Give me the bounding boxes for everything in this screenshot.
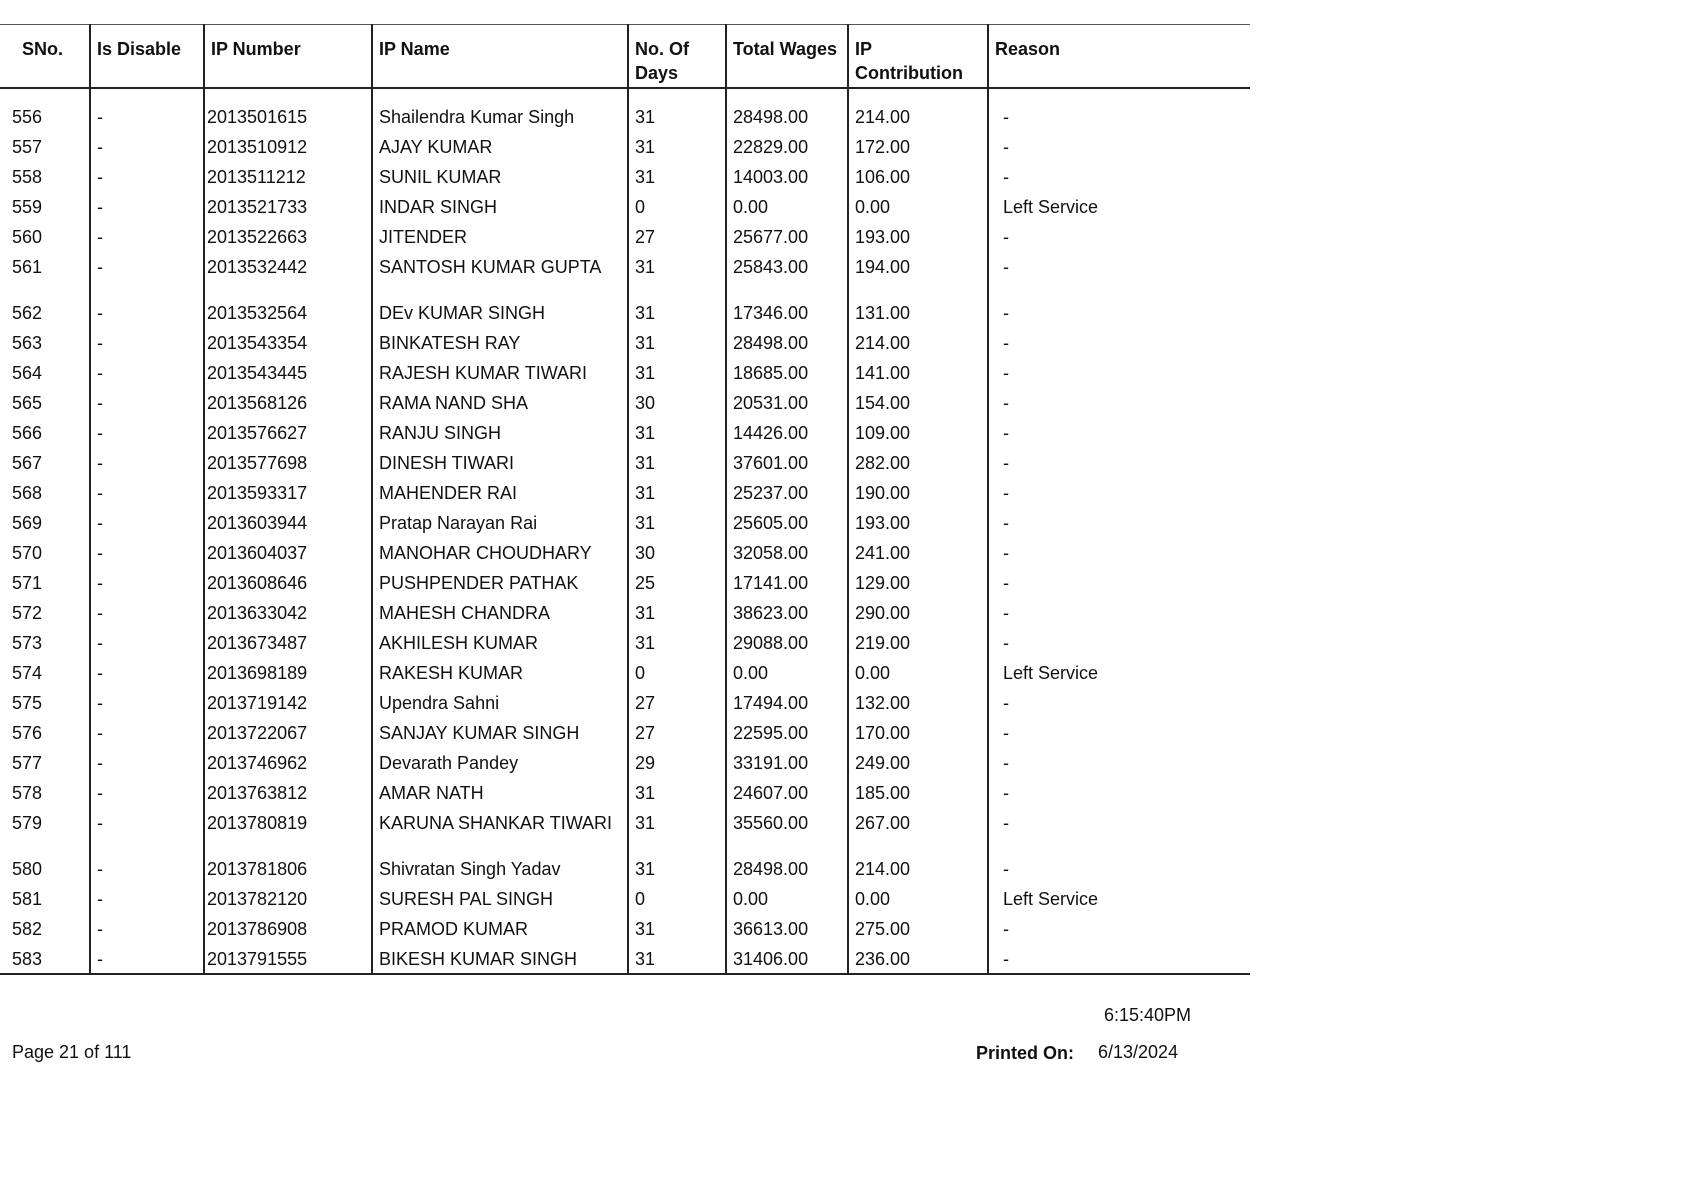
is-disable-cell: - (90, 421, 204, 451)
ip-contribution-cell: 170.00 (848, 721, 988, 751)
sno-cell: 582 (12, 919, 43, 939)
ip-name-cell: SANTOSH KUMAR GUPTA (372, 255, 628, 301)
is-disable-cell: - (90, 857, 204, 887)
reason-cell: - (988, 255, 1250, 301)
table-row (0, 751, 1250, 781)
total-wages-cell: 25237.00 (726, 481, 848, 511)
ip-name-cell: PRAMOD KUMAR (372, 917, 628, 947)
ip-contribution-cell: 185.00 (848, 781, 988, 811)
ip-number-cell: 2013698189 (204, 661, 372, 691)
sno-cell: 557 (12, 137, 43, 157)
is-disable-cell: - (90, 751, 204, 781)
ip-number-cell: 2013522663 (204, 225, 372, 255)
column-header-is-disable: Is Disable (90, 25, 204, 89)
no-of-days-cell: 30 (628, 391, 726, 421)
sno-cell: 574 (12, 663, 43, 683)
ip-number-cell: 2013511212 (204, 165, 372, 195)
ip-number-cell: 2013780819 (204, 811, 372, 857)
ip-number-cell: 2013633042 (204, 601, 372, 631)
ip-contribution-cell: 172.00 (848, 135, 988, 165)
total-wages-cell: 28498.00 (726, 88, 848, 135)
ip-contribution-cell: 282.00 (848, 451, 988, 481)
column-header-ip-name: IP Name (372, 25, 628, 89)
ip-number-cell: 2013746962 (204, 751, 372, 781)
reason-cell: - (988, 301, 1250, 331)
table-row (0, 571, 1250, 601)
ip-number-cell: 2013532442 (204, 255, 372, 301)
reason-cell: - (988, 451, 1250, 481)
ip-name-cell: BINKATESH RAY (372, 331, 628, 361)
ip-contribution-cell: 109.00 (848, 421, 988, 451)
sno-cell: 569 (12, 513, 43, 533)
ip-name-cell: SURESH PAL SINGH (372, 887, 628, 917)
total-wages-cell: 28498.00 (726, 331, 848, 361)
total-wages-cell: 0.00 (726, 661, 848, 691)
table-row (0, 917, 1250, 947)
reason-cell: - (988, 165, 1250, 195)
ip-contribution-cell: 193.00 (848, 511, 988, 541)
ip-name-cell: AKHILESH KUMAR (372, 631, 628, 661)
ip-name-cell: RAKESH KUMAR (372, 661, 628, 691)
ip-contribution-cell: 249.00 (848, 751, 988, 781)
page-number: Page 21 of 111 (12, 1042, 132, 1062)
no-of-days-cell: 31 (628, 857, 726, 887)
is-disable-cell: - (90, 571, 204, 601)
sno-cell: 566 (12, 423, 43, 443)
is-disable-cell: - (90, 601, 204, 631)
ip-number-cell: 2013763812 (204, 781, 372, 811)
no-of-days-cell: 31 (628, 255, 726, 301)
ip-contribution-cell: 214.00 (848, 331, 988, 361)
table-row (0, 947, 1250, 974)
no-of-days-cell: 31 (628, 301, 726, 331)
is-disable-cell: - (90, 541, 204, 571)
ip-contribution-cell: 0.00 (848, 195, 988, 225)
ip-name-cell: RAMA NAND SHA (372, 391, 628, 421)
no-of-days-cell: 27 (628, 225, 726, 255)
no-of-days-cell: 31 (628, 331, 726, 361)
is-disable-cell: - (90, 947, 204, 974)
ip-contribution-cell: 219.00 (848, 631, 988, 661)
is-disable-cell: - (90, 165, 204, 195)
table-row (0, 691, 1250, 721)
table-row (0, 88, 1250, 135)
ip-name-cell: SUNIL KUMAR (372, 165, 628, 195)
sno-cell: 568 (12, 483, 43, 503)
no-of-days-cell: 31 (628, 361, 726, 391)
column-header-total-wages: Total Wages (726, 25, 848, 89)
reason-cell: - (988, 391, 1250, 421)
is-disable-cell: - (90, 887, 204, 917)
reason-cell: - (988, 781, 1250, 811)
total-wages-cell: 18685.00 (726, 361, 848, 391)
sno-cell: 562 (12, 303, 43, 323)
no-of-days-cell: 31 (628, 421, 726, 451)
total-wages-cell: 17494.00 (726, 691, 848, 721)
ip-name-cell: DEv KUMAR SINGH (372, 301, 628, 331)
ip-name-cell: Shivratan Singh Yadav (372, 857, 628, 887)
reason-cell: - (988, 135, 1250, 165)
reason-cell: - (988, 481, 1250, 511)
column-header-reason: Reason (988, 25, 1250, 89)
ip-number-cell: 2013722067 (204, 721, 372, 751)
total-wages-cell: 25843.00 (726, 255, 848, 301)
ip-contribution-cell: 0.00 (848, 661, 988, 691)
is-disable-cell: - (90, 255, 204, 301)
is-disable-cell: - (90, 301, 204, 331)
ip-contribution-cell: 193.00 (848, 225, 988, 255)
sno-cell: 572 (12, 603, 43, 623)
reason-cell: - (988, 631, 1250, 661)
reason-cell: Left Service (988, 195, 1250, 225)
ip-number-cell: 2013781806 (204, 857, 372, 887)
ip-number-cell: 2013532564 (204, 301, 372, 331)
total-wages-cell: 25605.00 (726, 511, 848, 541)
sno-cell: 573 (12, 633, 43, 653)
ip-contribution-cell: 131.00 (848, 301, 988, 331)
total-wages-cell: 32058.00 (726, 541, 848, 571)
sno-cell: 567 (12, 453, 43, 473)
reason-cell: - (988, 811, 1250, 857)
contribution-table (0, 24, 1250, 975)
no-of-days-cell: 31 (628, 781, 726, 811)
table-row (0, 391, 1250, 421)
ip-contribution-cell: 267.00 (848, 811, 988, 857)
ip-name-cell: AJAY KUMAR (372, 135, 628, 165)
ip-number-cell: 2013593317 (204, 481, 372, 511)
ip-contribution-cell: 154.00 (848, 391, 988, 421)
table-row (0, 165, 1250, 195)
total-wages-cell: 14003.00 (726, 165, 848, 195)
no-of-days-cell: 31 (628, 451, 726, 481)
sno-cell: 571 (12, 573, 43, 593)
ip-name-cell: MANOHAR CHOUDHARY (372, 541, 628, 571)
ip-number-cell: 2013501615 (204, 88, 372, 135)
table-row (0, 451, 1250, 481)
table-row (0, 255, 1250, 301)
printed-on-date: 6/13/2024 (1098, 1042, 1179, 1062)
no-of-days-cell: 29 (628, 751, 726, 781)
is-disable-cell: - (90, 361, 204, 391)
column-header-ip-number: IP Number (204, 25, 372, 89)
no-of-days-cell: 0 (628, 887, 726, 917)
ip-number-cell: 2013521733 (204, 195, 372, 225)
ip-contribution-cell: 236.00 (848, 947, 988, 974)
ip-contribution-cell: 214.00 (848, 857, 988, 887)
table-row (0, 541, 1250, 571)
ip-name-cell: PUSHPENDER PATHAK (372, 571, 628, 601)
reason-cell: - (988, 601, 1250, 631)
is-disable-cell: - (90, 811, 204, 857)
table-row (0, 511, 1250, 541)
ip-contribution-cell: 132.00 (848, 691, 988, 721)
table-row (0, 225, 1250, 255)
is-disable-cell: - (90, 481, 204, 511)
no-of-days-cell: 25 (628, 571, 726, 601)
reason-cell: - (988, 857, 1250, 887)
reason-cell: - (988, 947, 1250, 974)
ip-name-cell: Upendra Sahni (372, 691, 628, 721)
table-row (0, 421, 1250, 451)
total-wages-cell: 22595.00 (726, 721, 848, 751)
ip-number-cell: 2013568126 (204, 391, 372, 421)
table-row (0, 361, 1250, 391)
sno-cell: 581 (12, 889, 43, 909)
ip-name-cell: RAJESH KUMAR TIWARI (372, 361, 628, 391)
ip-contribution-cell: 106.00 (848, 165, 988, 195)
no-of-days-cell: 31 (628, 631, 726, 661)
is-disable-cell: - (90, 631, 204, 661)
reason-cell: - (988, 511, 1250, 541)
sno-cell: 578 (12, 783, 43, 803)
total-wages-cell: 36613.00 (726, 917, 848, 947)
total-wages-cell: 31406.00 (726, 947, 848, 974)
table-row (0, 811, 1250, 857)
reason-cell: - (988, 571, 1250, 601)
sno-cell: 561 (12, 257, 43, 277)
no-of-days-cell: 31 (628, 947, 726, 974)
sno-cell: 575 (12, 693, 43, 713)
total-wages-cell: 20531.00 (726, 391, 848, 421)
ip-number-cell: 2013577698 (204, 451, 372, 481)
ip-name-cell: JITENDER (372, 225, 628, 255)
ip-number-cell: 2013543445 (204, 361, 372, 391)
sno-cell: 583 (0, 947, 90, 974)
no-of-days-cell: 31 (628, 165, 726, 195)
column-header-sno: SNo. (0, 25, 90, 89)
total-wages-cell: 0.00 (726, 887, 848, 917)
is-disable-cell: - (90, 391, 204, 421)
total-wages-cell: 17141.00 (726, 571, 848, 601)
ip-number-cell: 2013782120 (204, 887, 372, 917)
no-of-days-cell: 30 (628, 541, 726, 571)
reason-cell: - (988, 917, 1250, 947)
sno-cell: 579 (12, 813, 43, 833)
is-disable-cell: - (90, 195, 204, 225)
total-wages-cell: 0.00 (726, 195, 848, 225)
table-row (0, 661, 1250, 691)
sno-cell: 576 (12, 723, 43, 743)
table-row (0, 331, 1250, 361)
no-of-days-cell: 27 (628, 721, 726, 751)
total-wages-cell: 29088.00 (726, 631, 848, 661)
no-of-days-cell: 31 (628, 811, 726, 857)
ip-number-cell: 2013791555 (204, 947, 372, 974)
ip-name-cell: SANJAY KUMAR SINGH (372, 721, 628, 751)
ip-name-cell: BIKESH KUMAR SINGH (372, 947, 628, 974)
ip-name-cell: AMAR NATH (372, 781, 628, 811)
reason-cell: - (988, 751, 1250, 781)
ip-name-cell: MAHENDER RAI (372, 481, 628, 511)
ip-name-cell: KARUNA SHANKAR TIWARI (372, 811, 628, 857)
no-of-days-cell: 31 (628, 481, 726, 511)
reason-cell: - (988, 421, 1250, 451)
ip-number-cell: 2013603944 (204, 511, 372, 541)
is-disable-cell: - (90, 88, 204, 135)
table-row (0, 781, 1250, 811)
ip-name-cell: Shailendra Kumar Singh (372, 88, 628, 135)
no-of-days-cell: 0 (628, 661, 726, 691)
sno-cell: 564 (12, 363, 43, 383)
ip-number-cell: 2013510912 (204, 135, 372, 165)
sno-cell: 570 (12, 543, 43, 563)
printed-on-label: Printed On: (976, 1043, 1074, 1063)
printed-time: 6:15:40PM (1104, 1005, 1192, 1025)
ip-contribution-cell: 141.00 (848, 361, 988, 391)
total-wages-cell: 25677.00 (726, 225, 848, 255)
no-of-days-cell: 31 (628, 135, 726, 165)
table-row (0, 195, 1250, 225)
is-disable-cell: - (90, 691, 204, 721)
ip-name-cell: INDAR SINGH (372, 195, 628, 225)
is-disable-cell: - (90, 451, 204, 481)
ip-contribution-cell: 241.00 (848, 541, 988, 571)
total-wages-cell: 38623.00 (726, 601, 848, 631)
total-wages-cell: 14426.00 (726, 421, 848, 451)
ip-number-cell: 2013673487 (204, 631, 372, 661)
table-row (0, 721, 1250, 751)
ip-name-cell: RANJU SINGH (372, 421, 628, 451)
no-of-days-cell: 31 (628, 601, 726, 631)
ip-name-cell: Pratap Narayan Rai (372, 511, 628, 541)
reason-cell: - (988, 691, 1250, 721)
table-row (0, 857, 1250, 887)
no-of-days-cell: 27 (628, 691, 726, 721)
is-disable-cell: - (90, 721, 204, 751)
sno-cell: 580 (12, 859, 43, 879)
no-of-days-cell: 31 (628, 511, 726, 541)
header-row (0, 25, 1250, 89)
total-wages-cell: 22829.00 (726, 135, 848, 165)
is-disable-cell: - (90, 135, 204, 165)
sno-cell: 559 (12, 197, 43, 217)
table-row (0, 301, 1250, 331)
ip-contribution-cell: 129.00 (848, 571, 988, 601)
ip-number-cell: 2013786908 (204, 917, 372, 947)
table-row (0, 135, 1250, 165)
reason-cell: - (988, 721, 1250, 751)
ip-name-cell: Devarath Pandey (372, 751, 628, 781)
table-row (0, 601, 1250, 631)
ip-name-cell: DINESH TIWARI (372, 451, 628, 481)
reason-cell: Left Service (988, 887, 1250, 917)
sno-cell: 558 (12, 167, 43, 187)
total-wages-cell: 37601.00 (726, 451, 848, 481)
table-row (0, 631, 1250, 661)
table-row (0, 887, 1250, 917)
total-wages-cell: 24607.00 (726, 781, 848, 811)
table-header (0, 25, 1250, 89)
ip-number-cell: 2013543354 (204, 331, 372, 361)
reason-cell: - (988, 541, 1250, 571)
sno-cell: 556 (12, 107, 43, 127)
ip-contribution-cell: 275.00 (848, 917, 988, 947)
ip-contribution-cell: 290.00 (848, 601, 988, 631)
column-header-ip-contribution: IP Contribution (848, 25, 988, 89)
no-of-days-cell: 31 (628, 917, 726, 947)
sno-cell: 560 (12, 227, 43, 247)
is-disable-cell: - (90, 661, 204, 691)
is-disable-cell: - (90, 225, 204, 255)
reason-cell: - (988, 225, 1250, 255)
total-wages-cell: 35560.00 (726, 811, 848, 857)
sno-cell: 577 (12, 753, 43, 773)
ip-contribution-cell: 194.00 (848, 255, 988, 301)
is-disable-cell: - (90, 917, 204, 947)
ip-contribution-cell: 190.00 (848, 481, 988, 511)
ip-number-cell: 2013719142 (204, 691, 372, 721)
total-wages-cell: 17346.00 (726, 301, 848, 331)
sno-cell: 565 (12, 393, 43, 413)
ip-number-cell: 2013608646 (204, 571, 372, 601)
ip-number-cell: 2013604037 (204, 541, 372, 571)
ip-name-cell: MAHESH CHANDRA (372, 601, 628, 631)
is-disable-cell: - (90, 331, 204, 361)
table-body (0, 88, 1250, 974)
total-wages-cell: 33191.00 (726, 751, 848, 781)
sno-cell: 563 (12, 333, 43, 353)
no-of-days-cell: 0 (628, 195, 726, 225)
total-wages-cell: 28498.00 (726, 857, 848, 887)
no-of-days-cell: 31 (628, 88, 726, 135)
ip-number-cell: 2013576627 (204, 421, 372, 451)
reason-cell: - (988, 331, 1250, 361)
reason-cell: Left Service (988, 661, 1250, 691)
ip-contribution-cell: 0.00 (848, 887, 988, 917)
column-header-no-of-days: No. Of Days (628, 25, 726, 89)
reason-cell: - (988, 361, 1250, 391)
table-row (0, 481, 1250, 511)
ip-contribution-cell: 214.00 (848, 88, 988, 135)
is-disable-cell: - (90, 781, 204, 811)
reason-cell: - (988, 88, 1250, 135)
is-disable-cell: - (90, 511, 204, 541)
